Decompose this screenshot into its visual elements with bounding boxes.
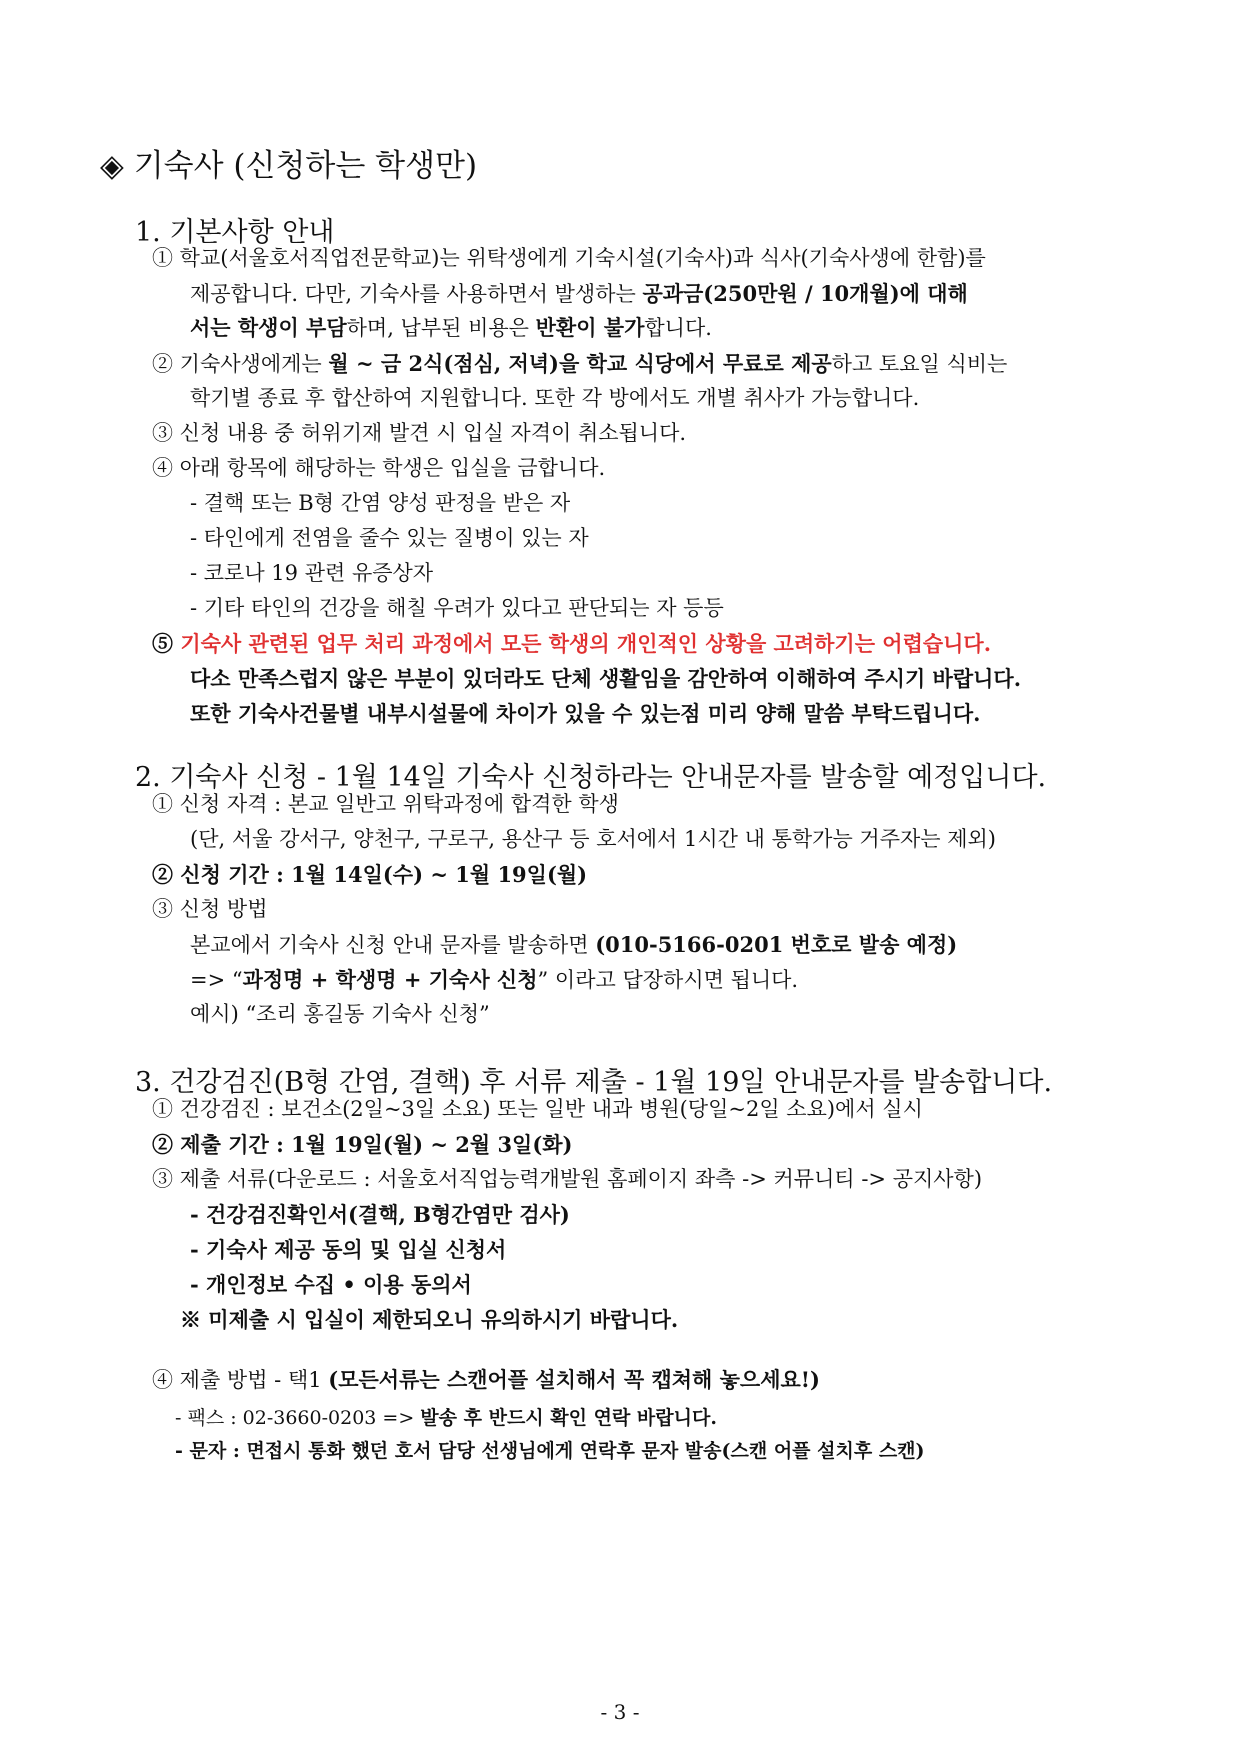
s3-item3-dash3: - 개인정보 수집 • 이용 동의서: [190, 1272, 472, 1297]
s1-item1-line3: 서는 학생이 부담하며, 납부된 비용은 반환이 불가합니다.: [190, 315, 712, 340]
s3-item4: ④ 제출 방법 - 택1 (모든서류는 스캔어플 설치해서 꼭 캡쳐해 놓으세요!): [152, 1367, 820, 1392]
s1-item5-line1: ⑤ 기숙사 관련된 업무 처리 과정에서 모든 학생의 개인적인 상황을 고려하기는 어렵습니다.: [152, 631, 992, 656]
s3-item4-fax: - 팩스 : 02-3660-0203 => 발송 후 반드시 확인 연락 바랍니다.: [175, 1407, 717, 1429]
s1-item1-line2: 제공합니다. 다만, 기숙사를 사용하면서 발생하는 공과금(250만원 / 10개월)에 대해: [190, 281, 968, 306]
page-title: ◈ 기숙사 (신청하는 학생만): [100, 148, 478, 184]
s2-item2: ② 신청 기간 : 1월 14일(수) ~ 1월 19일(월): [152, 862, 588, 887]
s2-item3: ③ 신청 방법: [152, 897, 268, 921]
s3-item3-dash2: - 기숙사 제공 동의 및 입실 신청서: [190, 1237, 507, 1262]
s2-item1-line2: (단, 서울 강서구, 양천구, 구로구, 용산구 등 호서에서 1시간 내 통학가능 거주자는 제외): [190, 827, 996, 851]
section-2-heading: 2. 기숙사 신청 - 1월 14일 기숙사 신청하라는 안내문자를 발송할 예정입니다.: [135, 762, 1047, 793]
s1-item3: ③ 신청 내용 중 허위기재 발견 시 입실 자격이 취소됩니다.: [152, 421, 687, 445]
s3-item3-dash1: - 건강검진확인서(결핵, B형간염만 검사): [190, 1202, 570, 1227]
s3-item2: ② 제출 기간 : 1월 19일(월) ~ 2월 3일(화): [152, 1132, 573, 1157]
s1-item4: ④ 아래 항목에 해당하는 학생은 입실을 금합니다.: [152, 456, 606, 480]
s2-item1-line1: ① 신청 자격 : 본교 일반고 위탁과정에 합격한 학생: [152, 792, 619, 816]
s3-item4-text: - 문자 : 면접시 통화 했던 호서 담당 선생님에게 연락후 문자 발송(스캔 어플 설치후 스캔): [175, 1440, 925, 1462]
s1-item5-line3: 또한 기숙사건물별 내부시설물에 차이가 있을 수 있는점 미리 양해 말씀 부탁드립니다.: [190, 701, 981, 726]
s2-item3-example: 예시) “조리 홍길동 기숙사 신청”: [190, 1002, 490, 1026]
s1-item5-line2: 다소 만족스럽지 않은 부분이 있더라도 단체 생활임을 감안하여 이해하여 주시기 바랍니다.: [190, 666, 1022, 691]
s3-item3-note: ※ 미제출 시 입실이 제한되오니 유의하시기 바랍니다.: [180, 1307, 679, 1332]
s1-item4-dash3: - 코로나 19 관련 유증상자: [190, 561, 434, 585]
s1-item4-dash4: - 기타 타인의 건강을 해칠 우려가 있다고 판단되는 자 등등: [190, 596, 724, 620]
section-1-heading: 1. 기본사항 안내: [135, 217, 335, 248]
s3-item3: ③ 제출 서류(다운로드 : 서울호서직업능력개발원 홈페이지 좌측 -> 커뮤니티 -> 공지사항): [152, 1167, 983, 1191]
s1-item4-dash2: - 타인에게 전염을 줄수 있는 질병이 있는 자: [190, 526, 589, 550]
section-3-heading: 3. 건강검진(B형 간염, 결핵) 후 서류 제출 - 1월 19일 안내문자를 발송합니다.: [135, 1067, 1053, 1098]
page-number: - 3 -: [600, 1700, 640, 1724]
s1-item1-line1: ① 학교(서울호서직업전문학교)는 위탁생에게 기숙시설(기숙사)과 식사(기숙사생에 한함)를: [152, 246, 986, 270]
s1-item2-line2: 학기별 종료 후 합산하여 지원합니다. 또한 각 방에서도 개별 취사가 가능합니다.: [190, 386, 920, 410]
s3-item1: ① 건강검진 : 보건소(2일~3일 소요) 또는 일반 내과 병원(당일~2일 소요)에서 실시: [152, 1097, 923, 1121]
s2-item3-line2: 본교에서 기숙사 신청 안내 문자를 발송하면 (010-5166-0201 번호로 발송 예정): [190, 932, 958, 957]
s2-item3-line3: => “과정명 + 학생명 + 기숙사 신청” 이라고 답장하시면 됩니다.: [190, 967, 799, 992]
s1-item2-line1: ② 기숙사생에게는 월 ~ 금 2식(점심, 저녁)을 학교 식당에서 무료로 제공하고 토요일 식비는: [152, 351, 1008, 376]
s1-item4-dash1: - 결핵 또는 B형 간염 양성 판정을 받은 자: [190, 491, 571, 515]
